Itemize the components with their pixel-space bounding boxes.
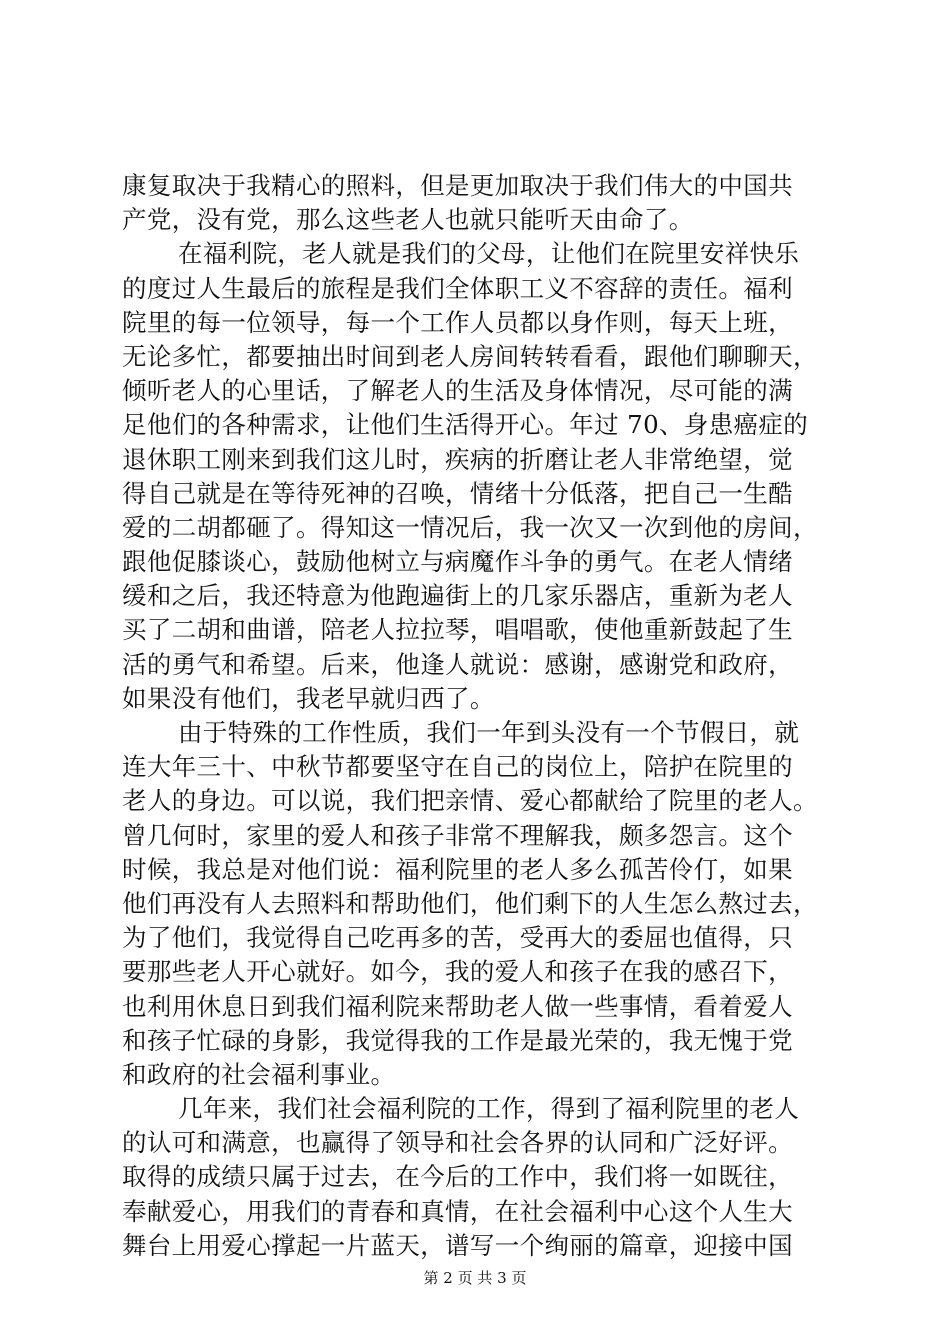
text-line: 无论多忙，都要抽出时间到老人房间转转看看，跟他们聊聊天， — [122, 341, 818, 371]
text-line: 产党，没有党，那么这些老人也就只能听天由命了。 — [122, 205, 694, 235]
text-line: 奉献爱心，用我们的青春和真情，在社会福利中心这个人生大 — [122, 1196, 793, 1226]
text-line: 为了他们，我觉得自己吃再多的苦，受再大的委屈也值得，只 — [122, 923, 793, 953]
text-line: 曾几何时，家里的爱人和孩子非常不理解我，颇多怨言。这个 — [122, 820, 793, 850]
text-line: 退休职工刚来到我们这儿时，疾病的折磨让老人非常绝望，觉 — [122, 444, 793, 474]
text-line: 的认可和满意，也赢得了领导和社会各界的认同和广泛好评。 — [122, 1128, 793, 1158]
text-line: 老人的身边。可以说，我们把亲情、爱心都献给了院里的老人。 — [122, 786, 818, 816]
body-text — [122, 169, 836, 1263]
text-line: 院里的每一位领导，每一个工作人员都以身作则，每天上班， — [122, 307, 793, 337]
text-line: 的度过人生最后的旅程是我们全体职工义不容辞的责任。福利 — [122, 273, 793, 303]
text-line: 他们再没有人去照料和帮助他们，他们剩下的人生怎么熬过去， — [122, 888, 818, 918]
text-line: 足他们的各种需求，让他们生活得开心。年过 70、身患癌症的 — [122, 410, 809, 440]
page-footer: 第 2 页 共 3 页 — [423, 1269, 527, 1287]
text-line: 跟他促膝谈心，鼓励他树立与病魔作斗争的勇气。在老人情绪 — [122, 547, 793, 577]
text-line: 得自己就是在等待死神的召唤，情绪十分低落，把自己一生酷 — [122, 478, 793, 508]
text-line: 缓和之后，我还特意为他跑遍街上的几家乐器店，重新为老人 — [122, 581, 793, 611]
text-line: 和孩子忙碌的身影，我觉得我的工作是最光荣的，我无愧于党 — [122, 1025, 793, 1055]
text-line: 和政府的社会福利事业。 — [122, 1059, 396, 1089]
text-line: 也利用休息日到我们福利院来帮助老人做一些事情，看着爱人 — [122, 991, 793, 1021]
text-line: 由于特殊的工作性质，我们一年到头没有一个节假日，就 — [178, 718, 800, 747]
text-line: 倾听老人的心里话，了解老人的生活及身体情况，尽可能的满 — [122, 376, 793, 406]
text-line: 连大年三十、中秋节都要坚守在自己的岗位上，陪护在院里的 — [122, 752, 793, 782]
text-line: 活的勇气和希望。后来，他逢人就说：感谢，感谢党和政府， — [122, 649, 793, 679]
text-line: 如果没有他们，我老早就归西了。 — [122, 683, 495, 713]
text-line: 舞台上用爱心撑起一片蓝天，谱写一个绚丽的篇章，迎接中国 — [122, 1230, 793, 1260]
text-line: 爱的二胡都砸了。得知这一情况后，我一次又一次到他的房间， — [122, 512, 818, 542]
text-line: 康复取决于我精心的照料，但是更加取决于我们伟大的中国共 — [122, 171, 793, 200]
text-line: 要那些老人开心就好。如今，我的爱人和孩子在我的感召下， — [122, 957, 793, 987]
text-line: 时候，我总是对他们说：福利院里的老人多么孤苦伶仃，如果 — [122, 854, 793, 884]
text-line: 取得的成绩只属于过去，在今后的工作中，我们将一如既往， — [122, 1162, 793, 1192]
text-line: 买了二胡和曲谱，陪老人拉拉琴，唱唱歌，使他重新鼓起了生 — [122, 615, 793, 645]
text-line: 几年来，我们社会福利院的工作，得到了福利院里的老人 — [178, 1094, 800, 1124]
text-line: 在福利院，老人就是我们的父母，让他们在院里安祥快乐 — [178, 239, 800, 269]
